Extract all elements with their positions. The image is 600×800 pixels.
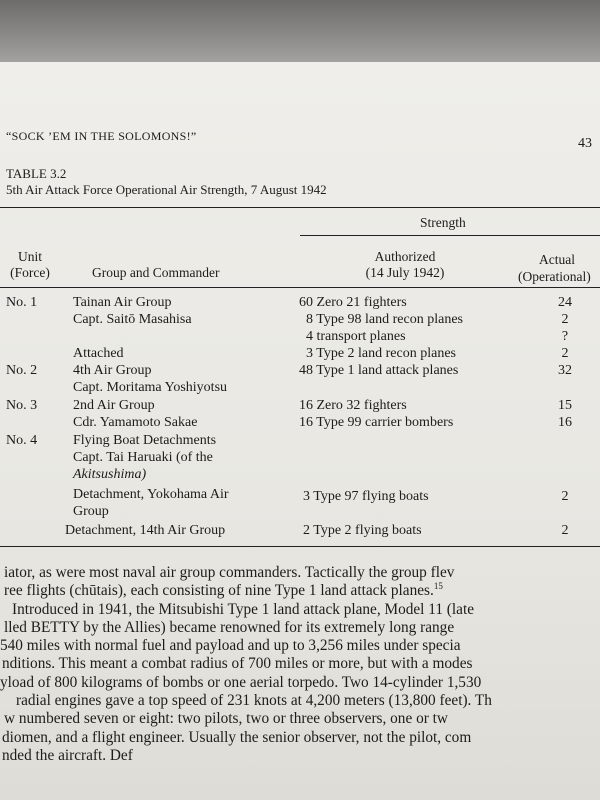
unit-header-1: Unit [17, 249, 42, 264]
actual-header-1: Actual [539, 252, 575, 267]
authorized-cell: 3 Type 97 flying boats [303, 489, 429, 504]
actual-cell: 2 [561, 346, 569, 361]
actual-cell: 32 [558, 363, 572, 378]
group-cell: Tainan Air Group [73, 295, 172, 310]
authorized-header-1: Authorized [374, 249, 436, 264]
actual-cell: 2 [561, 523, 569, 538]
authorized-cell: 2 Type 2 flying boats [303, 523, 422, 538]
group-cell: 4th Air Group [73, 363, 152, 378]
actual-cell: 24 [558, 295, 572, 310]
table-label: TABLE 3.2 [6, 166, 67, 181]
unit-cell: No. 1 [6, 295, 38, 310]
authorized-cell: 3 Type 2 land recon planes [306, 346, 456, 361]
group-cell: Cdr. Yamamoto Sakae [73, 415, 198, 430]
unit-header-2: (Force) [10, 265, 50, 280]
group-cell: Capt. Moritama Yoshiyotsu [73, 380, 228, 395]
unit-cell: No. 3 [6, 398, 38, 413]
group-header: Group and Commander [92, 265, 220, 280]
footnote-ref: 15 [433, 581, 443, 592]
authorized-cell: 8 Type 98 land recon planes [306, 312, 463, 327]
body-text [0, 564, 600, 765]
unit-cell: No. 4 [6, 433, 38, 448]
body-line: yload of 800 kilograms of bombs or one aerial torpedo. Two 14-cylinder 1,530 [0, 673, 482, 691]
actual-header-2: (Operational) [518, 269, 591, 284]
table-bottom-rule [0, 546, 600, 547]
body-line: Introduced in 1941, the Mitsubishi Type 1 land attack plane, Model 11 (late [12, 600, 474, 618]
group-cell: 2nd Air Group [73, 398, 155, 413]
actual-cell: 2 [561, 312, 569, 327]
strength-rule [300, 235, 600, 236]
strength-header: Strength [420, 215, 466, 230]
body-line: nditions. This meant a combat radius of 700 miles or more, but with a modes [2, 655, 473, 673]
unit-cell: No. 2 [6, 363, 38, 378]
group-cell: Detachment, Yokohama Air [73, 487, 229, 502]
body-line: 540 miles with normal fuel and payload and up to 3,256 miles under specia [0, 637, 461, 655]
body-line: diomen, and a flight engineer. Usually the senior observer, not the pilot, com [2, 728, 472, 746]
running-head: “SOCK ’EM IN THE SOLOMONS!” [6, 129, 197, 143]
authorized-cell: 48 Type 1 land attack planes [299, 363, 459, 378]
authorized-cell: 16 Zero 32 fighters [299, 398, 407, 413]
body-line-text: ree flights (chūtais), each consisting of nine Type 1 land attack planes. [4, 582, 434, 600]
group-cell: Attached [73, 346, 124, 361]
group-cell: Group [73, 504, 109, 519]
authorized-header-2: (14 July 1942) [365, 265, 445, 280]
actual-cell: 2 [561, 489, 569, 504]
group-cell: Capt. Tai Haruaki (of the [73, 450, 213, 465]
table-top-rule [0, 207, 600, 208]
body-line: lled BETTY by the Allies) became renowned for its extremely long range [4, 618, 455, 636]
body-line: nded the aircraft. Def [2, 746, 133, 764]
body-line: radial engines gave a top speed of 231 knots at 4,200 meters (13,800 feet). Th [16, 692, 492, 710]
actual-cell: ? [561, 329, 569, 344]
table-caption: 5th Air Attack Force Operational Air Strength, 7 August 1942 [6, 182, 327, 197]
authorized-cell: 60 Zero 21 fighters [299, 295, 407, 310]
actual-cell: 16 [558, 415, 572, 430]
authorized-cell: 16 Type 99 carrier bombers [299, 415, 454, 430]
group-cell: Detachment, 14th Air Group [65, 523, 226, 538]
actual-cell: 15 [558, 398, 572, 413]
body-line: w numbered seven or eight: two pilots, two or three observers, one or tw [4, 710, 448, 728]
group-cell: Flying Boat Detachments [73, 433, 217, 448]
authorized-cell: 4 transport planes [306, 329, 406, 344]
header-bottom-rule [0, 287, 600, 288]
page-number: 43 [578, 136, 592, 151]
group-cell: Capt. Saitō Masahisa [73, 312, 192, 327]
body-line [4, 582, 600, 600]
group-cell: Akitsushima) [73, 467, 147, 482]
body-line: iator, as were most naval air group commanders. Tactically the group flev [4, 564, 455, 581]
